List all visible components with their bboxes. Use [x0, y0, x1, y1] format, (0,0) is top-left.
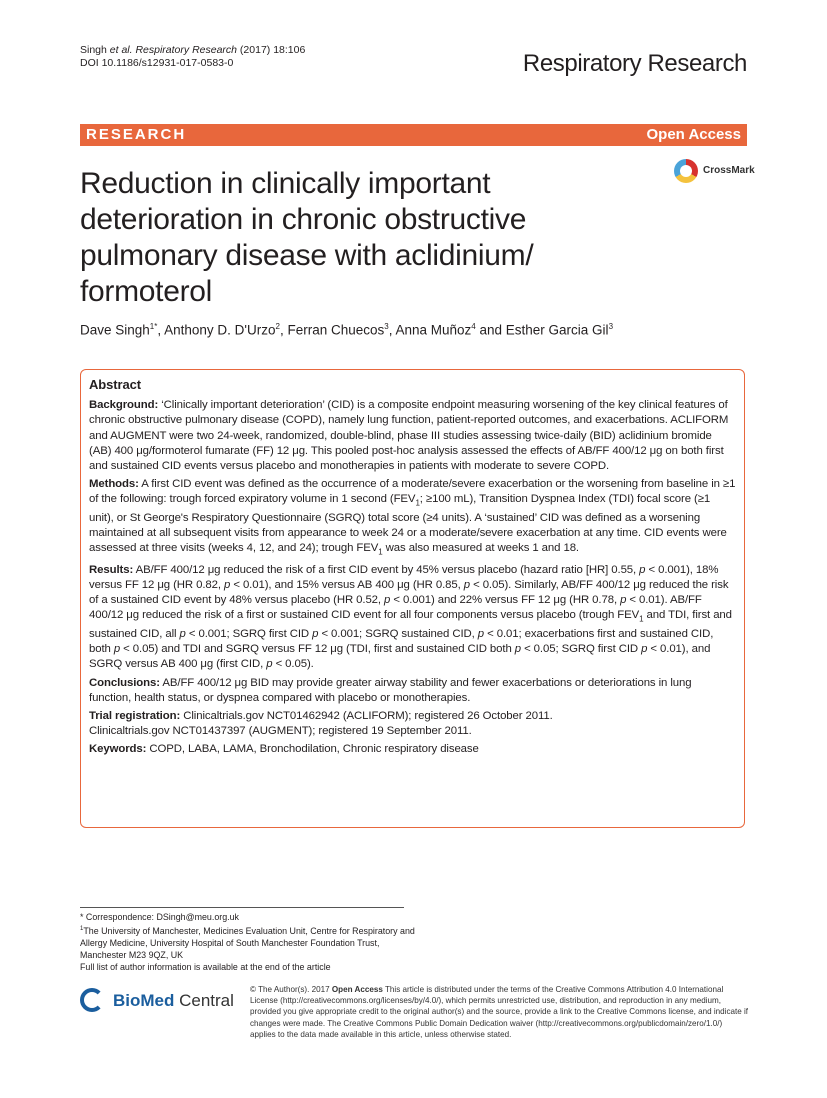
author-name: Anna Muñoz: [395, 322, 472, 338]
abstract-box: [80, 369, 745, 828]
abstract-keywords: Keywords: COPD, LABA, LAMA, Bronchodilation, Chronic respiratory disease: [89, 743, 479, 756]
affiliation: $^1$The University of Manchester, Medicines Evaluation Unit, Centre for Respiratory and Allergy Medicine, University Hospital of South Manchester Foundation Trust, Manchester M23 9QZ, UK: [80, 925, 415, 960]
author-name: Dave Singh: [80, 322, 150, 338]
article-type-banner: [80, 124, 747, 146]
author-name: Esther Garcia Gil: [505, 322, 609, 338]
crossmark-badge[interactable]: CrossMark: [674, 159, 766, 185]
open-access-label: Open Access: [646, 126, 741, 143]
correspondence-email[interactable]: * Correspondence: DSingh@meu.org.uk: [80, 912, 239, 922]
doi: DOI 10.1186/s12931-017-0583-0: [80, 57, 234, 69]
abstract-results: Results: AB/FF 400/12 μg reduced the risk of a first CID event by 45% versus placebo (hazard ratio [HR] 0.55, p < 0.001), 18% versus FF 12 μg (HR 0.82, p < 0.01), and 15% versus AB 400 μg (HR 0.85, p < 0.05). Similarly, AB/FF 400/12 μg reduced the risk of a sustained CID event by 48% versus placebo (HR 0.52, p < 0.001) and 22% versus FF 12 μg (HR 0.78, p < 0.01). AB/FF 400/12 μg reduced the risk of a first or sustained CID event for all four components versus placebo (trough $FEV_1$ and TDI, first and sustained CID, all p < 0.001; SGRQ first CID p < 0.001; SGRQ sustained CID, p < 0.01; exacerbations first and sustained CID, both p < 0.05) and TDI and SGRQ versus FF 12 μg (TDI, first and sustained CID both p < 0.05; SGRQ first CID p < 0.01), and SGRQ versus AB 400 μg (first CID, p < 0.05).: [89, 563, 732, 671]
abstract-conclusions: Conclusions: AB/FF 400/12 μg BID may provide greater airway stability and fewer exacerbations or deteriorations in lung function, health status, or dyspnea compared with placebo or monotherapies.: [89, 676, 692, 704]
author-name: Ferran Chuecos: [287, 322, 385, 338]
research-label: RESEARCH: [86, 126, 187, 143]
biomed-central-logo: BioMed Central: [80, 988, 240, 1016]
biomed-central-icon: [80, 988, 104, 1012]
journal-name: Respiratory Research: [522, 50, 747, 77]
citation: Singh et al. Respiratory Research (2017) 18:106 DOI 10.1186/s12931-017-0583-0: [80, 44, 306, 69]
footnotes: [80, 911, 420, 973]
abstract-trial-registration: Trial registration: Clinicaltrials.gov NCT01462942 (ACLIFORM); registered 26 October 2011. Clinicaltrials.gov NCT01437397 (AUGMENT); registered 19 September 2011.: [89, 709, 553, 738]
footnote-divider: [80, 907, 404, 908]
abstract-background: Background: ‘Clinically important deterioration’ (CID) is a composite endpoint measuring worsening of the key clinical features of chronic obstructive pulmonary disease (COPD), namely lung function, patient-reported outcomes, and exacerbations. ACLIFORM and AUGMENT were two 24-week, randomized, double-blind, phase III studies assessing twice-daily (BID) aclidinium bromide (AB) 400 μg/formoterol fumarate (FF) 12 μg. This pooled post-hoc analysis assessed the effects of AB/FF 400/12 μg on both first and sustained CID events versus placebo and monotherapies in patients with moderate to severe COPD.: [89, 399, 729, 473]
author-info-note: Full list of author information is available at the end of the article: [80, 961, 331, 972]
abstract-methods: Methods: A first CID event was defined as the occurrence of a moderate/severe exacerbation or the worsening from baseline in ≥1 of the following: trough forced expiratory volume in 1 second ($FEV_1$; ≥100 mL), Transition Dyspnea Index (TDI) focal score (≥1 unit), or St George's Respiratory Questionnaire (SGRQ) total score (≥4 units). A ‘sustained’ CID was defined as a worsening maintained at all subsequent visits from appearance to week 24 or a moderate/severe exacerbation at any time. CID events were assessed at three visits (weeks 4, 12, and 24); trough $FEV_1$ was also measured at weeks 1 and 18.: [89, 478, 736, 557]
crossmark-icon: [674, 159, 698, 183]
article-title: Reduction in clinically important deterioration in chronic obstructive pulmonary disease with aclidinium/ formoterol: [80, 167, 534, 308]
author-list: Dave Singh$^{1*}$, Anthony D. D'Urzo$^2$, Ferran Chuecos$^3$, Anna Muñoz$^4$ and Esther Garcia Gil$^3$: [80, 322, 614, 338]
author-name: Anthony D. D'Urzo: [164, 322, 276, 338]
license-statement: © The Author(s). 2017 Open Access This article is distributed under the terms of the Creative Commons Attribution 4.0 International License (http://creativecommons.org/licenses/by/4.0/), which permits unrestricted use, distribution, and reproduction in any medium, provided you give appropriate credit to the original author(s) and the source, provide a link to the Creative Commons license, and indicate if changes were made. The Creative Commons Public Domain Dedication waiver (http://creativecommons.org/publicdomain/zero/1.0/) applies to the data made available in this article, unless otherwise stated.: [250, 985, 749, 1039]
abstract-heading: Abstract: [89, 377, 141, 392]
